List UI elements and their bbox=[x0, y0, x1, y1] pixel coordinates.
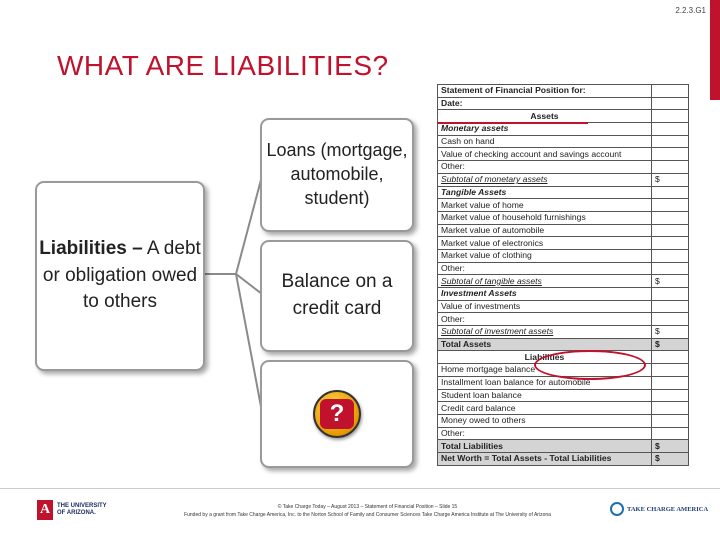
statement-row-label: Net Worth = Total Assets - Total Liabilities bbox=[438, 452, 652, 465]
branch-loans-box bbox=[260, 118, 414, 232]
statement-row-amount bbox=[652, 313, 689, 326]
statement-row bbox=[438, 288, 689, 301]
statement-row bbox=[438, 440, 689, 453]
statement-row-amount bbox=[652, 414, 689, 427]
statement-row bbox=[438, 148, 689, 161]
statement-row-amount bbox=[652, 364, 689, 377]
statement-row bbox=[438, 161, 689, 174]
statement-row-label: Investment Assets bbox=[438, 288, 652, 301]
statement-row-amount: $ bbox=[652, 173, 689, 186]
statement-row-amount bbox=[652, 186, 689, 199]
statement-row-amount bbox=[652, 389, 689, 402]
statement-row-label: Subtotal of investment assets bbox=[438, 326, 652, 339]
university-line2: OF ARIZONA. bbox=[57, 510, 96, 516]
statement-row-label: Other: bbox=[438, 262, 652, 275]
statement-row bbox=[438, 237, 689, 250]
statement-row bbox=[438, 338, 689, 351]
statement-row-label: Market value of electronics bbox=[438, 237, 652, 250]
statement-row-amount bbox=[652, 402, 689, 415]
statement-row-amount bbox=[652, 262, 689, 275]
statement-row-label: Subtotal of monetary assets bbox=[438, 173, 652, 186]
statement-row-label: Market value of automobile bbox=[438, 224, 652, 237]
liabilities-highlight-ellipse bbox=[534, 350, 646, 380]
statement-row-label: Other: bbox=[438, 161, 652, 174]
question-mark-glyph: ? bbox=[320, 399, 354, 429]
definition-body: A debt or obligation owed to others bbox=[42, 238, 201, 313]
assets-highlight-line bbox=[438, 122, 588, 124]
statement-row-label: Market value of household furnishings bbox=[438, 211, 652, 224]
statement-row-label: Money owed to others bbox=[438, 414, 652, 427]
statement-row bbox=[438, 389, 689, 402]
statement-row-amount: $ bbox=[652, 275, 689, 288]
statement-row bbox=[438, 85, 689, 98]
statement-row-amount bbox=[652, 97, 689, 110]
statement-row bbox=[438, 326, 689, 339]
statement-row bbox=[438, 135, 689, 148]
definition-term: Liabilities – bbox=[39, 238, 143, 260]
statement-row-amount bbox=[652, 123, 689, 136]
statement-row-label: Home mortgage balance bbox=[438, 364, 652, 377]
statement-row-label: Subtotal of tangible assets bbox=[438, 275, 652, 288]
branch-loans-label: Loans (mortgage, automobile, student) bbox=[266, 140, 408, 208]
statement-row-amount: $ bbox=[652, 440, 689, 453]
statement-row-label: Statement of Financial Position for: bbox=[438, 85, 652, 98]
statement-row-label: Date: bbox=[438, 97, 652, 110]
statement-row-amount bbox=[652, 300, 689, 313]
liabilities-definition-box bbox=[35, 181, 205, 371]
statement-row-amount bbox=[652, 237, 689, 250]
statement-row-amount: $ bbox=[652, 326, 689, 339]
statement-row-amount bbox=[652, 288, 689, 301]
statement-row-amount bbox=[652, 224, 689, 237]
university-a-icon: A bbox=[37, 500, 53, 520]
statement-row bbox=[438, 123, 689, 136]
tca-name: TAKE CHARGE AMERICA bbox=[627, 505, 709, 513]
tca-swoosh-icon bbox=[610, 502, 624, 516]
slide-code: 2.2.3.G1 bbox=[675, 6, 706, 15]
statement-row-amount bbox=[652, 211, 689, 224]
statement-row bbox=[438, 452, 689, 465]
statement-row-amount bbox=[652, 85, 689, 98]
statement-row-label: Total Assets bbox=[438, 338, 652, 351]
statement-row bbox=[438, 199, 689, 212]
footer-divider bbox=[0, 488, 720, 489]
statement-row-amount bbox=[652, 110, 689, 123]
university-logo bbox=[37, 500, 107, 520]
statement-row-amount bbox=[652, 249, 689, 262]
statement-row-label: Value of checking account and savings account bbox=[438, 148, 652, 161]
statement-row-label: Assets bbox=[438, 110, 652, 123]
statement-row-label: Market value of clothing bbox=[438, 249, 652, 262]
statement-row bbox=[438, 275, 689, 288]
statement-row-label: Cash on hand bbox=[438, 135, 652, 148]
statement-row-amount bbox=[652, 351, 689, 364]
statement-row-label: Value of investments bbox=[438, 300, 652, 313]
statement-row-amount: $ bbox=[652, 338, 689, 351]
statement-row-label: Other: bbox=[438, 427, 652, 440]
statement-row-amount bbox=[652, 148, 689, 161]
statement-row-label: Total Liabilities bbox=[438, 440, 652, 453]
statement-row bbox=[438, 173, 689, 186]
statement-row-amount bbox=[652, 135, 689, 148]
statement-row-label: Student loan balance bbox=[438, 389, 652, 402]
statement-row-label: Tangible Assets bbox=[438, 186, 652, 199]
university-name bbox=[57, 503, 107, 517]
statement-row-label: Market value of home bbox=[438, 199, 652, 212]
statement-row-label: Monetary assets bbox=[438, 123, 652, 136]
statement-row-amount bbox=[652, 376, 689, 389]
university-line1: THE UNIVERSITY bbox=[57, 502, 107, 509]
statement-row bbox=[438, 414, 689, 427]
statement-row bbox=[438, 402, 689, 415]
statement-row bbox=[438, 262, 689, 275]
slide-title: WHAT ARE LIABILITIES? bbox=[57, 50, 389, 81]
take-charge-america-logo bbox=[610, 502, 708, 516]
statement-row bbox=[438, 110, 689, 123]
definition-text bbox=[37, 236, 203, 316]
statement-row-amount bbox=[652, 427, 689, 440]
branch-credit-card-label: Balance on a credit card bbox=[281, 271, 393, 319]
statement-row-amount bbox=[652, 199, 689, 212]
statement-row bbox=[438, 97, 689, 110]
statement-row-label: Other: bbox=[438, 313, 652, 326]
statement-of-financial-position bbox=[437, 84, 689, 466]
statement-row bbox=[438, 313, 689, 326]
statement-row bbox=[438, 211, 689, 224]
statement-row bbox=[438, 427, 689, 440]
statement-row bbox=[438, 186, 689, 199]
branch-unknown-box bbox=[260, 360, 414, 468]
statement-row bbox=[438, 249, 689, 262]
statement-row bbox=[438, 224, 689, 237]
statement-row-label: Installment loan balance for automobile bbox=[438, 376, 652, 389]
statement-row-label: Credit card balance bbox=[438, 402, 652, 415]
branch-credit-card-box bbox=[260, 240, 414, 352]
statement-row-amount: $ bbox=[652, 452, 689, 465]
statement-row-label: Liabilities bbox=[438, 351, 652, 364]
footer-line2: Funded by a grant from Take Charge America, Inc. to the Norton School of Family and Consumer Sciences Take Charge America Institute at The University of Arizona bbox=[184, 512, 551, 518]
footer-credits bbox=[130, 503, 605, 519]
statement-row-amount bbox=[652, 161, 689, 174]
question-mark-icon bbox=[313, 390, 361, 438]
statement-row bbox=[438, 300, 689, 313]
footer-line1: © Take Charge Today – August 2013 – Statement of Financial Position – Slide 15 bbox=[277, 504, 458, 510]
